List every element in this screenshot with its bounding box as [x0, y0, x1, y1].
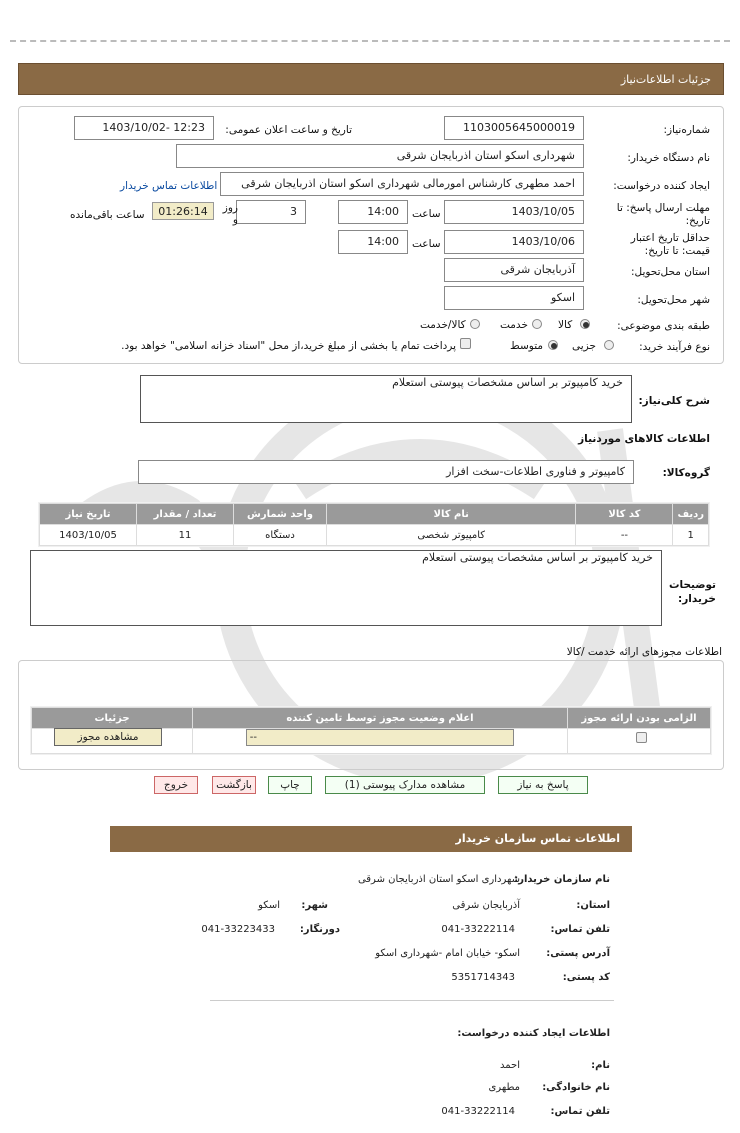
- col-permit-details: جزئیات: [32, 708, 193, 729]
- col-name: نام کالا: [327, 504, 576, 525]
- category-both-radio[interactable]: [470, 319, 480, 329]
- creator-first-name-value: احمد: [500, 1060, 520, 1071]
- price-valid-label: حداقل تاریخ اعتبار قیمت: تا تاریخ:: [630, 232, 710, 257]
- category-service-label: خدمت: [500, 319, 528, 331]
- treasury-checkbox[interactable]: [460, 338, 471, 349]
- contact-fax-label: دورنگار:: [299, 924, 340, 935]
- view-documents-button[interactable]: مشاهده مدارک پیوستی (1): [325, 776, 485, 794]
- buyer-org-field: شهرداری اسکو استان اذربایجان شرقی: [176, 144, 584, 168]
- permit-status-field: --: [246, 729, 514, 746]
- process-minor-radio[interactable]: [604, 340, 614, 350]
- cell-name: کامپیوتر شخصی: [327, 525, 576, 546]
- org-name-value: شهرداری اسکو استان اذربایجان شرقی: [357, 874, 520, 885]
- org-name-label: نام سازمان خریدار:: [514, 874, 610, 885]
- price-valid-time-label: ساعت: [412, 238, 441, 250]
- permit-required-checkbox[interactable]: [636, 732, 647, 743]
- creator-first-name-label: نام:: [591, 1060, 610, 1071]
- reply-time-label: ساعت: [412, 208, 441, 220]
- goods-table: [38, 502, 710, 547]
- buyer-contact-link[interactable]: اطلاعات تماس خریدار: [120, 180, 218, 192]
- cell-qty: 11: [137, 525, 234, 546]
- remaining-label: ساعت باقی‌مانده: [70, 209, 145, 221]
- category-goods-radio[interactable]: [580, 319, 590, 329]
- permits-table-header: [32, 708, 711, 729]
- contact-divider: [210, 1000, 614, 1001]
- col-code: کد کالا: [576, 504, 673, 525]
- col-date: تاریخ نیاز: [40, 504, 137, 525]
- countdown-timer: 01:26:14: [152, 202, 214, 220]
- contact-phone-label: تلفن تماس:: [550, 924, 610, 935]
- contact-city-label: شهر:: [301, 900, 328, 911]
- need-number-label: شماره‌نیاز:: [663, 124, 710, 136]
- contact-province-label: استان:: [576, 900, 610, 911]
- cell-code: --: [576, 525, 673, 546]
- reply-date-field: 1403/10/05: [444, 200, 584, 224]
- category-goods-label: کالا: [558, 319, 573, 331]
- reply-deadline-label: مهلت ارسال پاسخ: تا تاریخ:: [616, 202, 710, 227]
- category-service-radio[interactable]: [532, 319, 542, 329]
- goods-group-label: گروه‌کالا:: [662, 467, 710, 479]
- goods-info-title: اطلاعات کالاهای موردنیاز: [578, 433, 710, 445]
- contact-postal-value: 5351714343: [451, 972, 515, 983]
- view-permit-button[interactable]: مشاهده مجوز: [54, 728, 162, 746]
- page-title: جزئیات اطلاعات‌نیاز: [18, 63, 724, 95]
- days-label: روز و: [222, 202, 238, 226]
- col-unit: واحد شمارش: [234, 504, 327, 525]
- buyer-org-label: نام دستگاه خریدار:: [627, 152, 710, 164]
- creator-field: احمد مطهری کارشناس امورمالی شهرداری اسکو استان اذربایجان شرقی: [220, 172, 584, 196]
- creator-last-name-value: مطهری: [488, 1082, 520, 1093]
- city-label: شهر محل‌تحویل:: [637, 294, 710, 306]
- buyer-notes-label: توضیحات خریدار:: [668, 579, 716, 605]
- process-label: نوع فرآیند خرید:: [639, 341, 710, 353]
- summary-box: خرید کامپیوتر بر اساس مشخصات پیوستی استعلام: [140, 375, 632, 423]
- process-medium-label: متوسط: [510, 340, 543, 352]
- table-row: [40, 525, 709, 546]
- price-valid-time-field: 14:00: [338, 230, 408, 254]
- category-both-label: کالا/خدمت: [420, 319, 466, 331]
- col-qty: تعداد / مقدار: [137, 504, 234, 525]
- buyer-notes-box: خرید کامپیوتر بر اساس مشخصات پیوستی استعلام: [30, 550, 662, 626]
- category-label: طبقه بندی موضوعی:: [617, 320, 710, 332]
- cell-unit: دستگاه: [234, 525, 327, 546]
- contact-city-value: اسکو: [258, 900, 280, 911]
- contact-fax-value: 041-33223433: [201, 924, 275, 935]
- process-minor-label: جزیی: [572, 340, 596, 352]
- creator-phone-label: تلفن تماس:: [550, 1106, 610, 1117]
- days-field: 3: [236, 200, 306, 224]
- announce-label: تاریخ و ساعت اعلان عمومی:: [225, 124, 352, 136]
- price-valid-date-field: 1403/10/06: [444, 230, 584, 254]
- summary-label: شرح کلی‌نیاز:: [638, 395, 710, 407]
- back-button[interactable]: بازگشت: [212, 776, 256, 794]
- need-number-field: 1103005645000019: [444, 116, 584, 140]
- permits-title: اطلاعات مجوزهای ارائه خدمت /کالا: [566, 646, 722, 658]
- creator-last-name-label: نام خانوادگی:: [542, 1082, 610, 1093]
- contact-postal-label: کد پستی:: [562, 972, 610, 983]
- col-row: ردیف: [673, 504, 709, 525]
- process-medium-radio[interactable]: [548, 340, 558, 350]
- creator-section-title: اطلاعات ایجاد کننده درخواست:: [457, 1028, 610, 1039]
- contact-address-value: اسکو- خیابان امام -شهرداری اسکو: [375, 948, 520, 959]
- city-field: اسکو: [444, 286, 584, 310]
- creator-label: ایجاد کننده درخواست:: [613, 180, 710, 192]
- goods-table-header: [40, 504, 709, 525]
- reply-time-field: 14:00: [338, 200, 408, 224]
- contact-phone-value: 041-33222114: [441, 924, 515, 935]
- reply-button[interactable]: پاسخ به نیاز: [498, 776, 588, 794]
- col-permit-status: اعلام وضعیت مجوز توسط تامین کننده: [193, 708, 568, 729]
- announce-field: 1403/10/02- 12:23: [74, 116, 214, 140]
- cell-date: 1403/10/05: [40, 525, 137, 546]
- province-field: آذربایجان شرقی: [444, 258, 584, 282]
- cell-row: 1: [673, 525, 709, 546]
- exit-button[interactable]: خروج: [154, 776, 198, 794]
- print-button[interactable]: چاپ: [268, 776, 312, 794]
- payment-note: پرداخت تمام یا بخشی از مبلغ خرید،از محل "اسناد خزانه اسلامی" خواهد بود.: [121, 340, 456, 352]
- contact-province-value: آذربایجان شرقی: [452, 900, 520, 911]
- col-permit-required: الزامی بودن ارائه مجوز: [568, 708, 711, 729]
- creator-phone-value: 041-33222114: [441, 1106, 515, 1117]
- province-label: استان محل‌تحویل:: [630, 266, 710, 278]
- top-divider: [10, 40, 730, 42]
- contact-section-title: اطلاعات تماس سازمان خریدار: [110, 826, 632, 852]
- contact-address-label: آدرس پستی:: [546, 948, 610, 959]
- goods-group-field: کامپیوتر و فناوری اطلاعات-سخت افزار: [138, 460, 634, 484]
